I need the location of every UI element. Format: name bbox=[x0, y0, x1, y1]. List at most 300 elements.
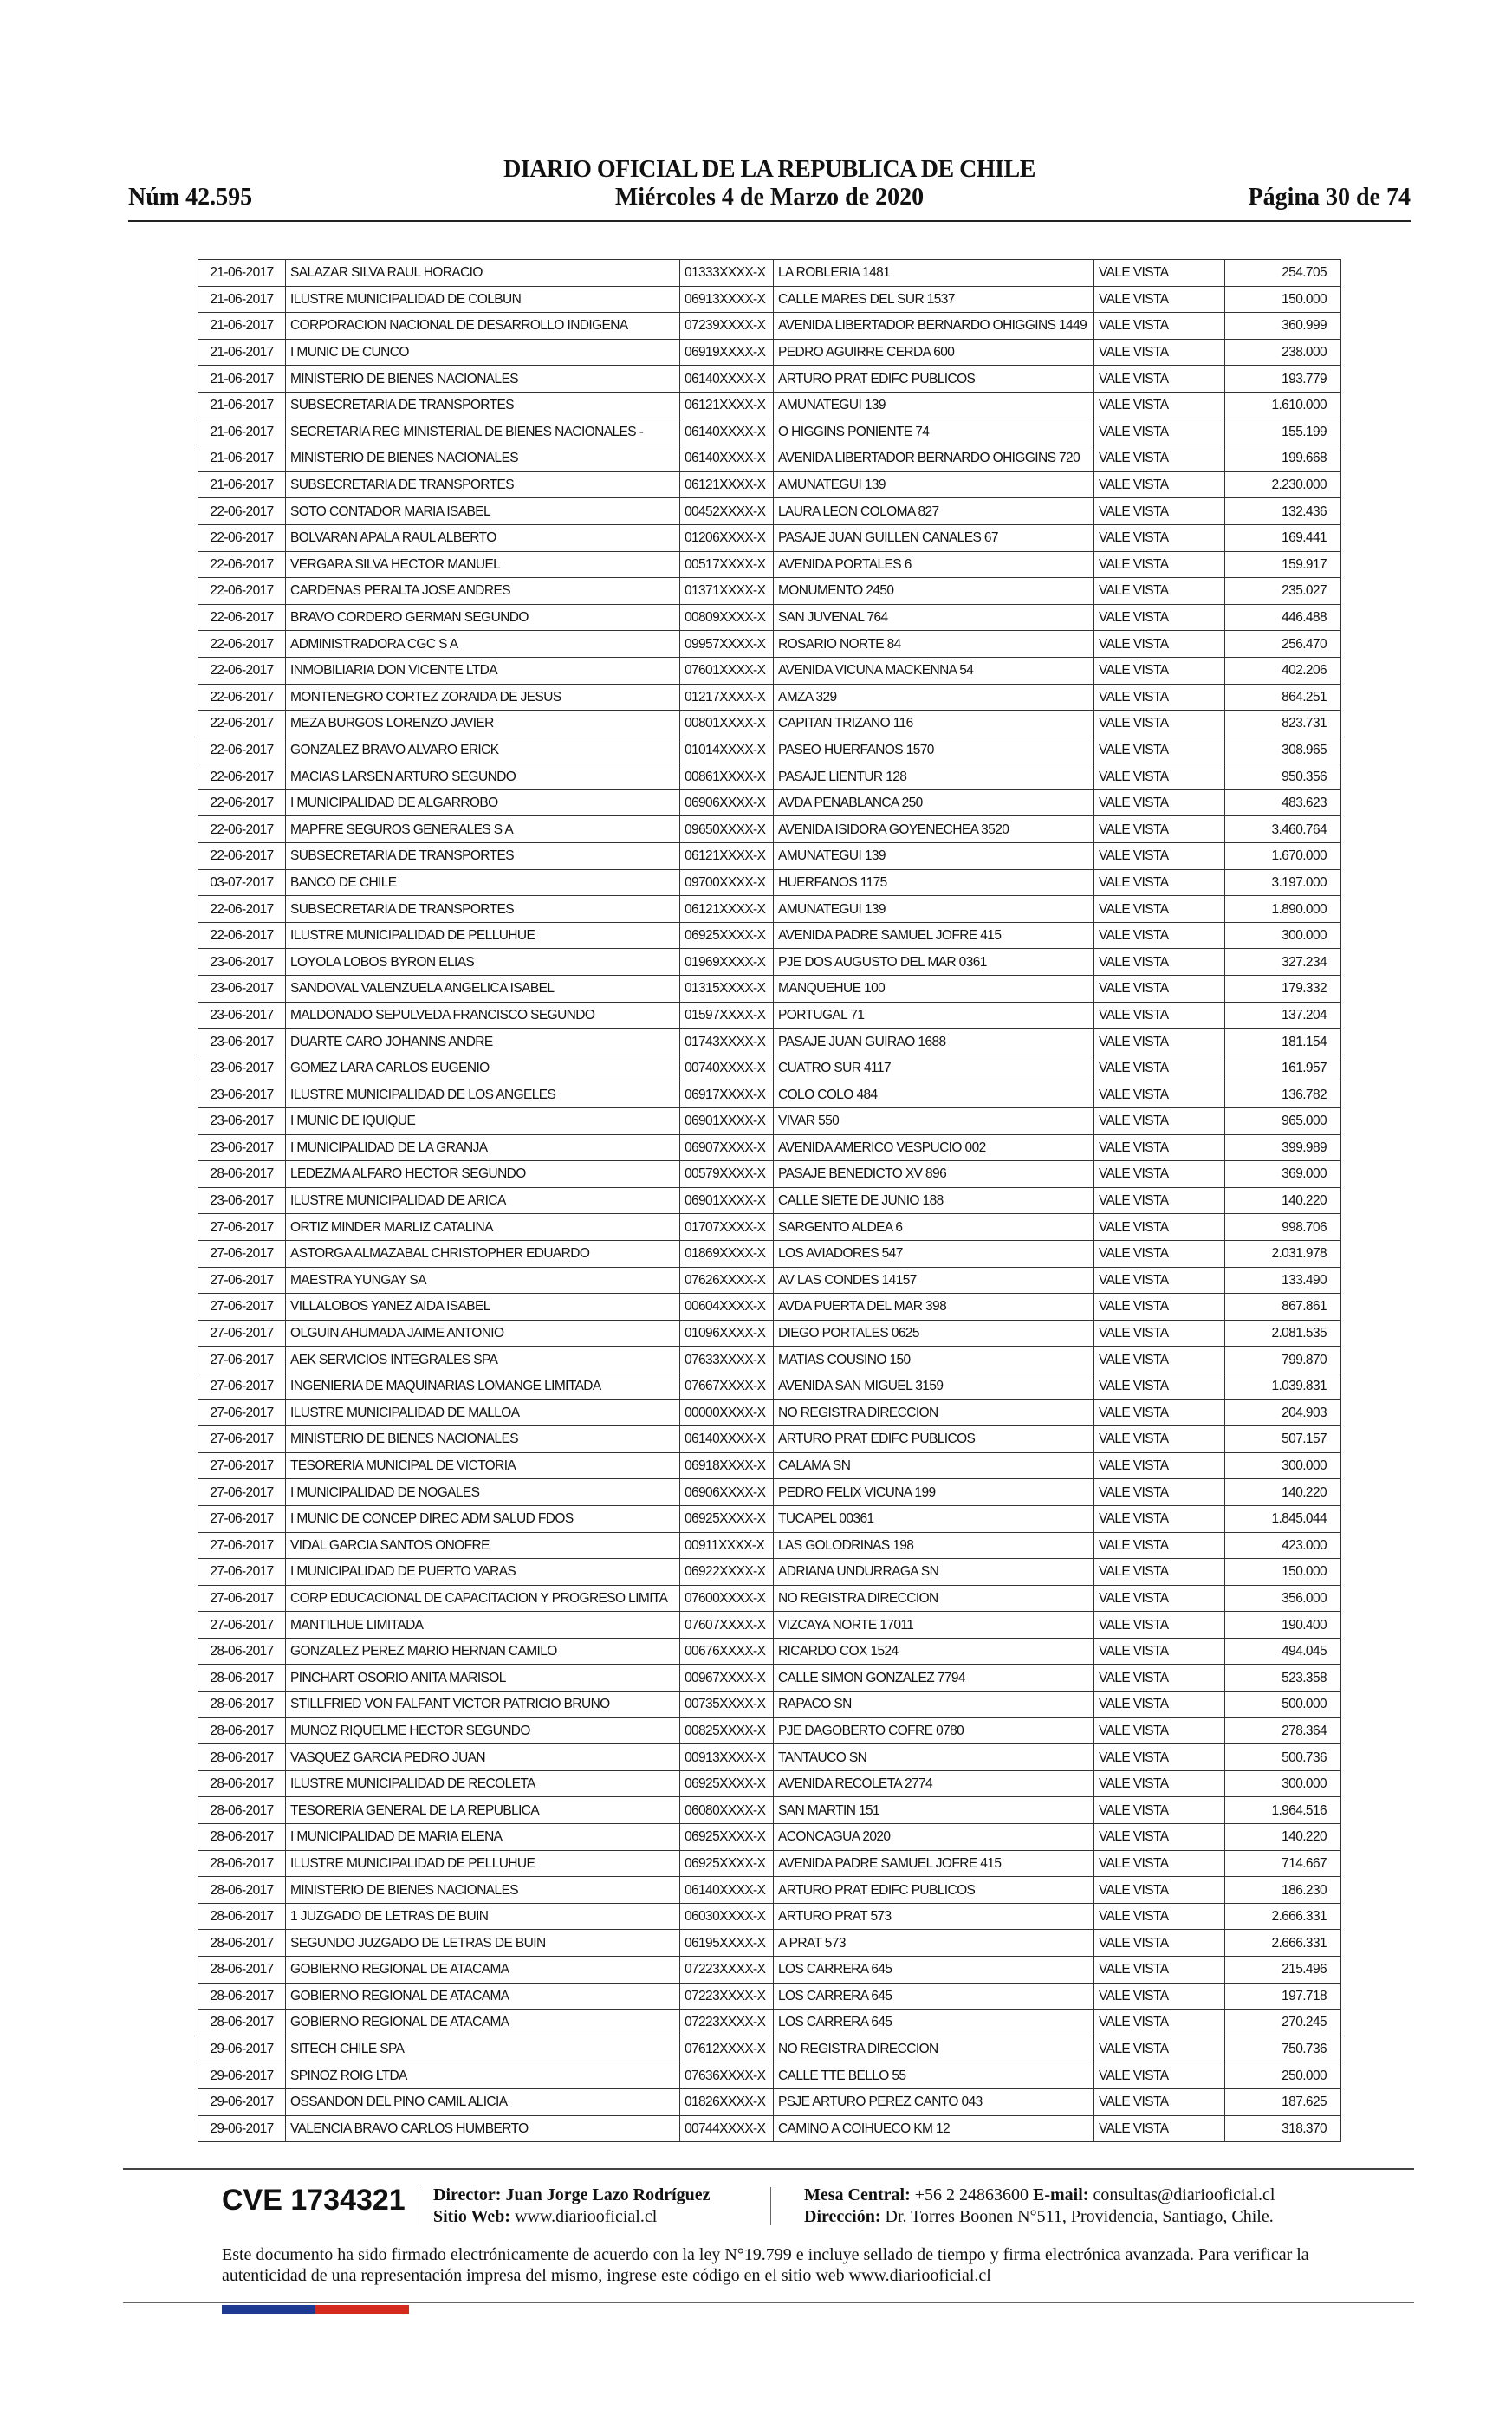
rut-cell: 06030XXXX-X bbox=[680, 1903, 774, 1930]
document-type-cell: VALE VISTA bbox=[1094, 1877, 1225, 1904]
address-cell: AVENIDA LIBERTADOR BERNARDO OHIGGINS 720 bbox=[774, 445, 1094, 472]
document-type-cell: VALE VISTA bbox=[1094, 1612, 1225, 1639]
date-cell: 21-06-2017 bbox=[198, 392, 286, 419]
table-row bbox=[198, 1770, 1341, 1797]
document-type-cell: VALE VISTA bbox=[1094, 498, 1225, 525]
document-type-cell: VALE VISTA bbox=[1094, 869, 1225, 896]
amount-cell: 714.667 bbox=[1225, 1850, 1341, 1877]
document-type-cell: VALE VISTA bbox=[1094, 1505, 1225, 1532]
rut-cell: 09700XXXX-X bbox=[680, 869, 774, 896]
amount-cell: 133.490 bbox=[1225, 1267, 1341, 1294]
table-row bbox=[198, 1903, 1341, 1930]
document-type-cell: VALE VISTA bbox=[1094, 1559, 1225, 1586]
name-cell: MAESTRA YUNGAY SA bbox=[286, 1267, 680, 1294]
date-cell: 27-06-2017 bbox=[198, 1505, 286, 1532]
amount-cell: 140.220 bbox=[1225, 1187, 1341, 1214]
name-cell: MINISTERIO DE BIENES NACIONALES bbox=[286, 1877, 680, 1904]
address-cell: AMZA 329 bbox=[774, 684, 1094, 711]
amount-cell: 867.861 bbox=[1225, 1294, 1341, 1321]
name-cell: SUBSECRETARIA DE TRANSPORTES bbox=[286, 843, 680, 870]
address-cell: AVENIDA PADRE SAMUEL JOFRE 415 bbox=[774, 922, 1094, 949]
table-row bbox=[198, 1850, 1341, 1877]
document-type-cell: VALE VISTA bbox=[1094, 1452, 1225, 1479]
table-row bbox=[198, 789, 1341, 816]
amount-cell: 186.230 bbox=[1225, 1877, 1341, 1904]
document-type-cell: VALE VISTA bbox=[1094, 1294, 1225, 1321]
rut-cell: 06121XXXX-X bbox=[680, 392, 774, 419]
name-cell: INGENIERIA DE MAQUINARIAS LOMANGE LIMITADA bbox=[286, 1373, 680, 1399]
address-cell: PEDRO FELIX VICUNA 199 bbox=[774, 1479, 1094, 1506]
table-row bbox=[198, 1161, 1341, 1188]
date-cell: 22-06-2017 bbox=[198, 843, 286, 870]
rut-cell: 07607XXXX-X bbox=[680, 1612, 774, 1639]
director-block bbox=[433, 2185, 711, 2228]
address-cell: AV LAS CONDES 14157 bbox=[774, 1267, 1094, 1294]
table-row bbox=[198, 1479, 1341, 1506]
address-cell: PASEO HUERFANOS 1570 bbox=[774, 737, 1094, 763]
name-cell: MONTENEGRO CORTEZ ZORAIDA DE JESUS bbox=[286, 684, 680, 711]
document-type-cell: VALE VISTA bbox=[1094, 2036, 1225, 2062]
amount-cell: 155.199 bbox=[1225, 419, 1341, 445]
rut-cell: 07223XXXX-X bbox=[680, 1983, 774, 2010]
rut-cell: 00809XXXX-X bbox=[680, 604, 774, 631]
rut-cell: 06913XXXX-X bbox=[680, 286, 774, 313]
table-row bbox=[198, 2088, 1341, 2115]
date-cell: 22-06-2017 bbox=[198, 789, 286, 816]
amount-cell: 300.000 bbox=[1225, 922, 1341, 949]
rut-cell: 00911XXXX-X bbox=[680, 1532, 774, 1559]
name-cell: CARDENAS PERALTA JOSE ANDRES bbox=[286, 578, 680, 605]
name-cell: GOBIERNO REGIONAL DE ATACAMA bbox=[286, 2010, 680, 2036]
name-cell: OSSANDON DEL PINO CAMIL ALICIA bbox=[286, 2088, 680, 2115]
flag-stripe-blue bbox=[222, 2305, 315, 2314]
name-cell: SUBSECRETARIA DE TRANSPORTES bbox=[286, 392, 680, 419]
table-row bbox=[198, 498, 1341, 525]
date-cell: 23-06-2017 bbox=[198, 1187, 286, 1214]
header-divider bbox=[128, 220, 1411, 222]
amount-cell: 197.718 bbox=[1225, 1983, 1341, 2010]
address-cell: CALLE TTE BELLO 55 bbox=[774, 2062, 1094, 2089]
table-row bbox=[198, 1717, 1341, 1744]
date-cell: 22-06-2017 bbox=[198, 896, 286, 923]
table-row bbox=[198, 1983, 1341, 2010]
address-cell: NO REGISTRA DIRECCION bbox=[774, 1399, 1094, 1426]
date-cell: 23-06-2017 bbox=[198, 976, 286, 1003]
address-cell: AVENIDA VICUNA MACKENNA 54 bbox=[774, 657, 1094, 684]
date-cell: 22-06-2017 bbox=[198, 737, 286, 763]
rut-cell: 06140XXXX-X bbox=[680, 445, 774, 472]
amount-cell: 159.917 bbox=[1225, 551, 1341, 578]
name-cell: GOBIERNO REGIONAL DE ATACAMA bbox=[286, 1983, 680, 2010]
website-link[interactable]: www.diariooficial.cl bbox=[515, 2207, 658, 2226]
name-cell: MUNOZ RIQUELME HECTOR SEGUNDO bbox=[286, 1717, 680, 1744]
table-row bbox=[198, 1505, 1341, 1532]
amount-cell: 356.000 bbox=[1225, 1585, 1341, 1612]
document-type-cell: VALE VISTA bbox=[1094, 1267, 1225, 1294]
payments-table bbox=[198, 259, 1341, 2142]
name-cell: GONZALEZ BRAVO ALVARO ERICK bbox=[286, 737, 680, 763]
address-cell: PASAJE JUAN GUIRAO 1688 bbox=[774, 1029, 1094, 1055]
date-cell: 23-06-2017 bbox=[198, 1081, 286, 1108]
document-type-cell: VALE VISTA bbox=[1094, 1638, 1225, 1665]
table-row bbox=[198, 1612, 1341, 1639]
table-row bbox=[198, 1214, 1341, 1241]
address-cell: SAN JUVENAL 764 bbox=[774, 604, 1094, 631]
rut-cell: 06195XXXX-X bbox=[680, 1930, 774, 1957]
address-cell: AVDA PENABLANCA 250 bbox=[774, 789, 1094, 816]
table-row bbox=[198, 1638, 1341, 1665]
amount-cell: 3.460.764 bbox=[1225, 816, 1341, 843]
name-cell: SEGUNDO JUZGADO DE LETRAS DE BUIN bbox=[286, 1930, 680, 1957]
table-row bbox=[198, 286, 1341, 313]
amount-cell: 500.736 bbox=[1225, 1744, 1341, 1771]
table-row bbox=[198, 1585, 1341, 1612]
table-row bbox=[198, 445, 1341, 472]
name-cell: ILUSTRE MUNICIPALIDAD DE PELLUHUE bbox=[286, 1850, 680, 1877]
rut-cell: 01969XXXX-X bbox=[680, 949, 774, 976]
table-row bbox=[198, 1665, 1341, 1692]
date-cell: 27-06-2017 bbox=[198, 1214, 286, 1241]
date-cell: 28-06-2017 bbox=[198, 1692, 286, 1718]
date-cell: 27-06-2017 bbox=[198, 1294, 286, 1321]
date-cell: 29-06-2017 bbox=[198, 2036, 286, 2062]
address-cell: ARTURO PRAT EDIFC PUBLICOS bbox=[774, 366, 1094, 393]
name-cell: PINCHART OSORIO ANITA MARISOL bbox=[286, 1665, 680, 1692]
date-cell: 28-06-2017 bbox=[198, 1824, 286, 1851]
date-cell: 29-06-2017 bbox=[198, 2088, 286, 2115]
address-cell: DIEGO PORTALES 0625 bbox=[774, 1320, 1094, 1347]
table-row bbox=[198, 1002, 1341, 1029]
document-type-cell: VALE VISTA bbox=[1094, 1957, 1225, 1984]
document-type-cell: VALE VISTA bbox=[1094, 1797, 1225, 1824]
date-cell: 22-06-2017 bbox=[198, 763, 286, 790]
table-row bbox=[198, 1267, 1341, 1294]
document-type-cell: VALE VISTA bbox=[1094, 1214, 1225, 1241]
date-cell: 21-06-2017 bbox=[198, 419, 286, 445]
name-cell: CORP EDUCACIONAL DE CAPACITACION Y PROGRESO LIMITA bbox=[286, 1585, 680, 1612]
rut-cell: 07636XXXX-X bbox=[680, 2062, 774, 2089]
amount-cell: 750.736 bbox=[1225, 2036, 1341, 2062]
flag-stripe-red bbox=[315, 2305, 409, 2314]
name-cell: SUBSECRETARIA DE TRANSPORTES bbox=[286, 896, 680, 923]
issue-number: Núm 42.595 bbox=[128, 184, 253, 211]
table-row bbox=[198, 578, 1341, 605]
address-cell: AVENIDA LIBERTADOR BERNARDO OHIGGINS 1449 bbox=[774, 313, 1094, 340]
date-cell: 27-06-2017 bbox=[198, 1559, 286, 1586]
table-row bbox=[198, 419, 1341, 445]
name-cell: VERGARA SILVA HECTOR MANUEL bbox=[286, 551, 680, 578]
address-cell: MANQUEHUE 100 bbox=[774, 976, 1094, 1003]
table-row bbox=[198, 1029, 1341, 1055]
date-cell: 23-06-2017 bbox=[198, 1108, 286, 1135]
rut-cell: 01743XXXX-X bbox=[680, 1029, 774, 1055]
address-cell: PASAJE JUAN GUILLEN CANALES 67 bbox=[774, 524, 1094, 551]
table-row bbox=[198, 1320, 1341, 1347]
address-cell: CALLE SIMON GONZALEZ 7794 bbox=[774, 1665, 1094, 1692]
name-cell: I MUNICIPALIDAD DE PUERTO VARAS bbox=[286, 1559, 680, 1586]
address-cell: VIVAR 550 bbox=[774, 1108, 1094, 1135]
email-link[interactable]: consultas@diariooficial.cl bbox=[1093, 2185, 1275, 2204]
rut-cell: 06901XXXX-X bbox=[680, 1187, 774, 1214]
amount-cell: 190.400 bbox=[1225, 1612, 1341, 1639]
publication-title: DIARIO OFICIAL DE LA REPUBLICA DE CHILE bbox=[503, 156, 1035, 183]
document-type-cell: VALE VISTA bbox=[1094, 684, 1225, 711]
table-row bbox=[198, 1108, 1341, 1135]
phone-label: Mesa Central: bbox=[804, 2185, 911, 2204]
name-cell: BOLVARAN APALA RAUL ALBERTO bbox=[286, 524, 680, 551]
table-row bbox=[198, 339, 1341, 366]
rut-cell: 06140XXXX-X bbox=[680, 1426, 774, 1453]
rut-cell: 06925XXXX-X bbox=[680, 1770, 774, 1797]
document-type-cell: VALE VISTA bbox=[1094, 789, 1225, 816]
rut-cell: 00735XXXX-X bbox=[680, 1692, 774, 1718]
table-row bbox=[198, 869, 1341, 896]
name-cell: I MUNIC DE CONCEP DIREC ADM SALUD FDOS bbox=[286, 1505, 680, 1532]
document-type-cell: VALE VISTA bbox=[1094, 1850, 1225, 1877]
flag-stripe bbox=[222, 2305, 409, 2314]
table-row bbox=[198, 1134, 1341, 1161]
name-cell: SALAZAR SILVA RAUL HORACIO bbox=[286, 260, 680, 287]
amount-cell: 150.000 bbox=[1225, 286, 1341, 313]
table-row bbox=[198, 631, 1341, 658]
address-cell: CALLE SIETE DE JUNIO 188 bbox=[774, 1187, 1094, 1214]
date-cell: 23-06-2017 bbox=[198, 1029, 286, 1055]
table-row bbox=[198, 524, 1341, 551]
date-cell: 23-06-2017 bbox=[198, 1055, 286, 1081]
footer-divider-bottom bbox=[123, 2302, 1414, 2303]
document-type-cell: VALE VISTA bbox=[1094, 737, 1225, 763]
date-cell: 27-06-2017 bbox=[198, 1612, 286, 1639]
amount-cell: 187.625 bbox=[1225, 2088, 1341, 2115]
document-type-cell: VALE VISTA bbox=[1094, 1930, 1225, 1957]
rut-cell: 06901XXXX-X bbox=[680, 1108, 774, 1135]
date-cell: 22-06-2017 bbox=[198, 498, 286, 525]
address-cell: COLO COLO 484 bbox=[774, 1081, 1094, 1108]
rut-cell: 09650XXXX-X bbox=[680, 816, 774, 843]
rut-cell: 07223XXXX-X bbox=[680, 1957, 774, 1984]
page-indicator: Página 30 de 74 bbox=[1248, 184, 1411, 211]
rut-cell: 00913XXXX-X bbox=[680, 1744, 774, 1771]
document-type-cell: VALE VISTA bbox=[1094, 2115, 1225, 2142]
name-cell: LOYOLA LOBOS BYRON ELIAS bbox=[286, 949, 680, 976]
rut-cell: 07612XXXX-X bbox=[680, 2036, 774, 2062]
name-cell: I MUNIC DE IQUIQUE bbox=[286, 1108, 680, 1135]
amount-cell: 204.903 bbox=[1225, 1399, 1341, 1426]
document-type-cell: VALE VISTA bbox=[1094, 816, 1225, 843]
name-cell: SUBSECRETARIA DE TRANSPORTES bbox=[286, 471, 680, 498]
name-cell: MALDONADO SEPULVEDA FRANCISCO SEGUNDO bbox=[286, 1002, 680, 1029]
table-row bbox=[198, 260, 1341, 287]
address-cell: TUCAPEL 00361 bbox=[774, 1505, 1094, 1532]
address-cell: ACONCAGUA 2020 bbox=[774, 1824, 1094, 1851]
amount-cell: 2.081.535 bbox=[1225, 1320, 1341, 1347]
date-cell: 03-07-2017 bbox=[198, 869, 286, 896]
table-row bbox=[198, 1824, 1341, 1851]
document-type-cell: VALE VISTA bbox=[1094, 896, 1225, 923]
date-cell: 27-06-2017 bbox=[198, 1585, 286, 1612]
name-cell: VALENCIA BRAVO CARLOS HUMBERTO bbox=[286, 2115, 680, 2142]
name-cell: OLGUIN AHUMADA JAIME ANTONIO bbox=[286, 1320, 680, 1347]
amount-cell: 181.154 bbox=[1225, 1029, 1341, 1055]
name-cell: MEZA BURGOS LORENZO JAVIER bbox=[286, 711, 680, 737]
amount-cell: 507.157 bbox=[1225, 1426, 1341, 1453]
rut-cell: 00604XXXX-X bbox=[680, 1294, 774, 1321]
amount-cell: 2.666.331 bbox=[1225, 1903, 1341, 1930]
name-cell: ADMINISTRADORA CGC S A bbox=[286, 631, 680, 658]
name-cell: MINISTERIO DE BIENES NACIONALES bbox=[286, 1426, 680, 1453]
name-cell: CORPORACION NACIONAL DE DESARROLLO INDIGENA bbox=[286, 313, 680, 340]
address-cell: TANTAUCO SN bbox=[774, 1744, 1094, 1771]
document-type-cell: VALE VISTA bbox=[1094, 1055, 1225, 1081]
rut-cell: 01014XXXX-X bbox=[680, 737, 774, 763]
document-type-cell: VALE VISTA bbox=[1094, 1717, 1225, 1744]
document-type-cell: VALE VISTA bbox=[1094, 631, 1225, 658]
table-row bbox=[198, 471, 1341, 498]
table-row bbox=[198, 366, 1341, 393]
table-row bbox=[198, 1347, 1341, 1373]
document-type-cell: VALE VISTA bbox=[1094, 1081, 1225, 1108]
table-row bbox=[198, 976, 1341, 1003]
document-type-cell: VALE VISTA bbox=[1094, 1029, 1225, 1055]
address-cell: AMUNATEGUI 139 bbox=[774, 843, 1094, 870]
document-type-cell: VALE VISTA bbox=[1094, 1903, 1225, 1930]
date-cell: 28-06-2017 bbox=[198, 1797, 286, 1824]
table-row bbox=[198, 684, 1341, 711]
document-type-cell: VALE VISTA bbox=[1094, 1665, 1225, 1692]
name-cell: I MUNICIPALIDAD DE LA GRANJA bbox=[286, 1134, 680, 1161]
document-type-cell: VALE VISTA bbox=[1094, 1161, 1225, 1188]
date-cell: 28-06-2017 bbox=[198, 1903, 286, 1930]
date-cell: 28-06-2017 bbox=[198, 1850, 286, 1877]
amount-cell: 270.245 bbox=[1225, 2010, 1341, 2036]
name-cell: MACIAS LARSEN ARTURO SEGUNDO bbox=[286, 763, 680, 790]
name-cell: MINISTERIO DE BIENES NACIONALES bbox=[286, 366, 680, 393]
date-cell: 28-06-2017 bbox=[198, 1638, 286, 1665]
document-type-cell: VALE VISTA bbox=[1094, 578, 1225, 605]
amount-cell: 278.364 bbox=[1225, 1717, 1341, 1744]
date-cell: 21-06-2017 bbox=[198, 260, 286, 287]
name-cell: TESORERIA MUNICIPAL DE VICTORIA bbox=[286, 1452, 680, 1479]
name-cell: ILUSTRE MUNICIPALIDAD DE LOS ANGELES bbox=[286, 1081, 680, 1108]
amount-cell: 300.000 bbox=[1225, 1452, 1341, 1479]
document-type-cell: VALE VISTA bbox=[1094, 471, 1225, 498]
date-cell: 22-06-2017 bbox=[198, 604, 286, 631]
date-cell: 22-06-2017 bbox=[198, 551, 286, 578]
name-cell: SOTO CONTADOR MARIA ISABEL bbox=[286, 498, 680, 525]
document-type-cell: VALE VISTA bbox=[1094, 1134, 1225, 1161]
document-type-cell: VALE VISTA bbox=[1094, 313, 1225, 340]
table-row bbox=[198, 1692, 1341, 1718]
date-cell: 22-06-2017 bbox=[198, 578, 286, 605]
rut-cell: 06906XXXX-X bbox=[680, 789, 774, 816]
date-cell: 28-06-2017 bbox=[198, 1744, 286, 1771]
contact-block bbox=[804, 2185, 1275, 2228]
amount-cell: 483.623 bbox=[1225, 789, 1341, 816]
rut-cell: 00676XXXX-X bbox=[680, 1638, 774, 1665]
amount-cell: 161.957 bbox=[1225, 1055, 1341, 1081]
rut-cell: 06140XXXX-X bbox=[680, 1877, 774, 1904]
document-type-cell: VALE VISTA bbox=[1094, 1240, 1225, 1267]
address-cell: PEDRO AGUIRRE CERDA 600 bbox=[774, 339, 1094, 366]
amount-cell: 215.496 bbox=[1225, 1957, 1341, 1984]
date-cell: 28-06-2017 bbox=[198, 1770, 286, 1797]
payments-table-body bbox=[198, 260, 1341, 2142]
table-row bbox=[198, 1559, 1341, 1586]
document-type-cell: VALE VISTA bbox=[1094, 949, 1225, 976]
amount-cell: 150.000 bbox=[1225, 1559, 1341, 1586]
date-cell: 27-06-2017 bbox=[198, 1267, 286, 1294]
address-cell: CUATRO SUR 4117 bbox=[774, 1055, 1094, 1081]
document-type-cell: VALE VISTA bbox=[1094, 1187, 1225, 1214]
table-row bbox=[198, 1957, 1341, 1984]
amount-cell: 402.206 bbox=[1225, 657, 1341, 684]
rut-cell: 06140XXXX-X bbox=[680, 419, 774, 445]
date-cell: 28-06-2017 bbox=[198, 1665, 286, 1692]
date-cell: 28-06-2017 bbox=[198, 1930, 286, 1957]
document-type-cell: VALE VISTA bbox=[1094, 2062, 1225, 2089]
table-row bbox=[198, 2062, 1341, 2089]
name-cell: LEDEZMA ALFARO HECTOR SEGUNDO bbox=[286, 1161, 680, 1188]
address-cell: O HIGGINS PONIENTE 74 bbox=[774, 419, 1094, 445]
rut-cell: 06917XXXX-X bbox=[680, 1081, 774, 1108]
document-type-cell: VALE VISTA bbox=[1094, 445, 1225, 472]
document-type-cell: VALE VISTA bbox=[1094, 260, 1225, 287]
address-cell: RICARDO COX 1524 bbox=[774, 1638, 1094, 1665]
document-type-cell: VALE VISTA bbox=[1094, 843, 1225, 870]
document-type-cell: VALE VISTA bbox=[1094, 286, 1225, 313]
name-cell: TESORERIA GENERAL DE LA REPUBLICA bbox=[286, 1797, 680, 1824]
amount-cell: 1.039.831 bbox=[1225, 1373, 1341, 1399]
address-cell: AMUNATEGUI 139 bbox=[774, 392, 1094, 419]
date-cell: 21-06-2017 bbox=[198, 471, 286, 498]
address-cell: AVDA PUERTA DEL MAR 398 bbox=[774, 1294, 1094, 1321]
rut-cell: 07600XXXX-X bbox=[680, 1585, 774, 1612]
table-row bbox=[198, 1187, 1341, 1214]
name-cell: VIDAL GARCIA SANTOS ONOFRE bbox=[286, 1532, 680, 1559]
document-type-cell: VALE VISTA bbox=[1094, 922, 1225, 949]
rut-cell: 00967XXXX-X bbox=[680, 1665, 774, 1692]
document-type-cell: VALE VISTA bbox=[1094, 551, 1225, 578]
name-cell: BRAVO CORDERO GERMAN SEGUNDO bbox=[286, 604, 680, 631]
date-cell: 27-06-2017 bbox=[198, 1452, 286, 1479]
director-name: Juan Jorge Lazo Rodríguez bbox=[505, 2185, 711, 2204]
name-cell: SPINOZ ROIG LTDA bbox=[286, 2062, 680, 2089]
address-cell: PASAJE LIENTUR 128 bbox=[774, 763, 1094, 790]
address-cell: AMUNATEGUI 139 bbox=[774, 471, 1094, 498]
name-cell: MAPFRE SEGUROS GENERALES S A bbox=[286, 816, 680, 843]
date-cell: 22-06-2017 bbox=[198, 711, 286, 737]
amount-cell: 1.670.000 bbox=[1225, 843, 1341, 870]
rut-cell: 00861XXXX-X bbox=[680, 763, 774, 790]
address-cell: MATIAS COUSINO 150 bbox=[774, 1347, 1094, 1373]
table-row bbox=[198, 1399, 1341, 1426]
amount-cell: 136.782 bbox=[1225, 1081, 1341, 1108]
name-cell: ILUSTRE MUNICIPALIDAD DE MALLOA bbox=[286, 1399, 680, 1426]
document-type-cell: VALE VISTA bbox=[1094, 2010, 1225, 2036]
date-cell: 27-06-2017 bbox=[198, 1532, 286, 1559]
amount-cell: 494.045 bbox=[1225, 1638, 1341, 1665]
rut-cell: 01371XXXX-X bbox=[680, 578, 774, 605]
address-cell: ADRIANA UNDURRAGA SN bbox=[774, 1559, 1094, 1586]
address-cell: PASAJE BENEDICTO XV 896 bbox=[774, 1161, 1094, 1188]
name-cell: ILUSTRE MUNICIPALIDAD DE COLBUN bbox=[286, 286, 680, 313]
date-cell: 21-06-2017 bbox=[198, 339, 286, 366]
rut-cell: 06925XXXX-X bbox=[680, 922, 774, 949]
rut-cell: 07601XXXX-X bbox=[680, 657, 774, 684]
date-cell: 23-06-2017 bbox=[198, 949, 286, 976]
document-type-cell: VALE VISTA bbox=[1094, 1320, 1225, 1347]
amount-cell: 318.370 bbox=[1225, 2115, 1341, 2142]
